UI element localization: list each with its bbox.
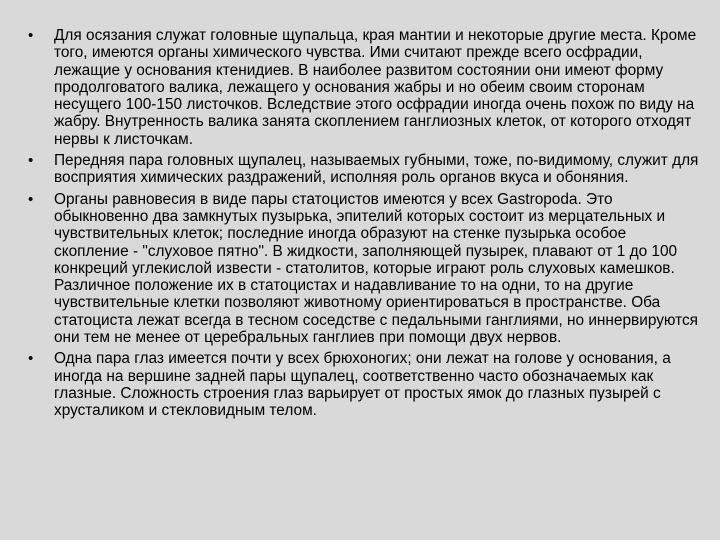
bullet-item-labial-tentacles [28,152,704,187]
bullet-text: Передняя пара головных щупалец, называемых губными, тоже, по-видимому, служит для восприятия химических раздражений, исполняя роль органов вкуса и обоняния. [54,152,699,187]
bullet-list [28,27,704,424]
bullet-marker: • [28,152,34,170]
bullet-text: Для осязания служат головные щупальца, края мантии и некоторые другие места. Кроме того, имеются органы химического чувства. Ими считают прежде всего осфрадии, лежащие у основания ктенидиев. В наиболее развитом состоянии они имеют форму продолговатого валика, лежащего у основания жабры и но обеим своим сторонам несущего 100-150 листочков. Вследствие этого осфрадии иногда очень похож по виду на жабру. Внутренность валика занята скоплением ганглиозных клеток, от которого отходят нервы к листочкам. [54,27,697,148]
bullet-marker: • [28,27,34,44]
bullet-text: Органы равновесия в виде пары статоцистов имеются у всех Gastropoda. Это обыкновенно два замкнутых пузырька, эпителий которых состоит из мерцательных и чувствительных клеток; последние иногда образуют на стенке пузырька особое скопление - "слуховое пятно". В жидкости, заполняющей пузырек, плавают от 1 до 100 конкреций углекислой извести - статолитов, которые играют роль слуховых камешков. Различное положение их в статоцистах и надавливание то на одни, то на другие чувствительные клетки позволяют животному ориентироваться в пространстве. Оба статоциста лежат всегда в тесном соседстве с педальными ганглиями, но иннервируются они тем не менее от церебральных ганглиев при помощи двух нервов. [54,190,699,347]
bullet-item-touch-organs [28,27,704,148]
bullet-marker: • [28,190,34,208]
bullet-item-statocysts [28,191,704,347]
bullet-item-eyes [28,350,704,419]
bullet-marker: • [28,350,34,368]
bullet-text: Одна пара глаз имеется почти у всех брюхоногих; они лежат на голове у основания, а иногда на вершине задней пары щупалец, соответственно часто обозначаемых как глазные. Сложность строения глаз варьирует от простых ямок до глазных пузырей с хрусталиком и стекловидным телом. [54,350,671,420]
